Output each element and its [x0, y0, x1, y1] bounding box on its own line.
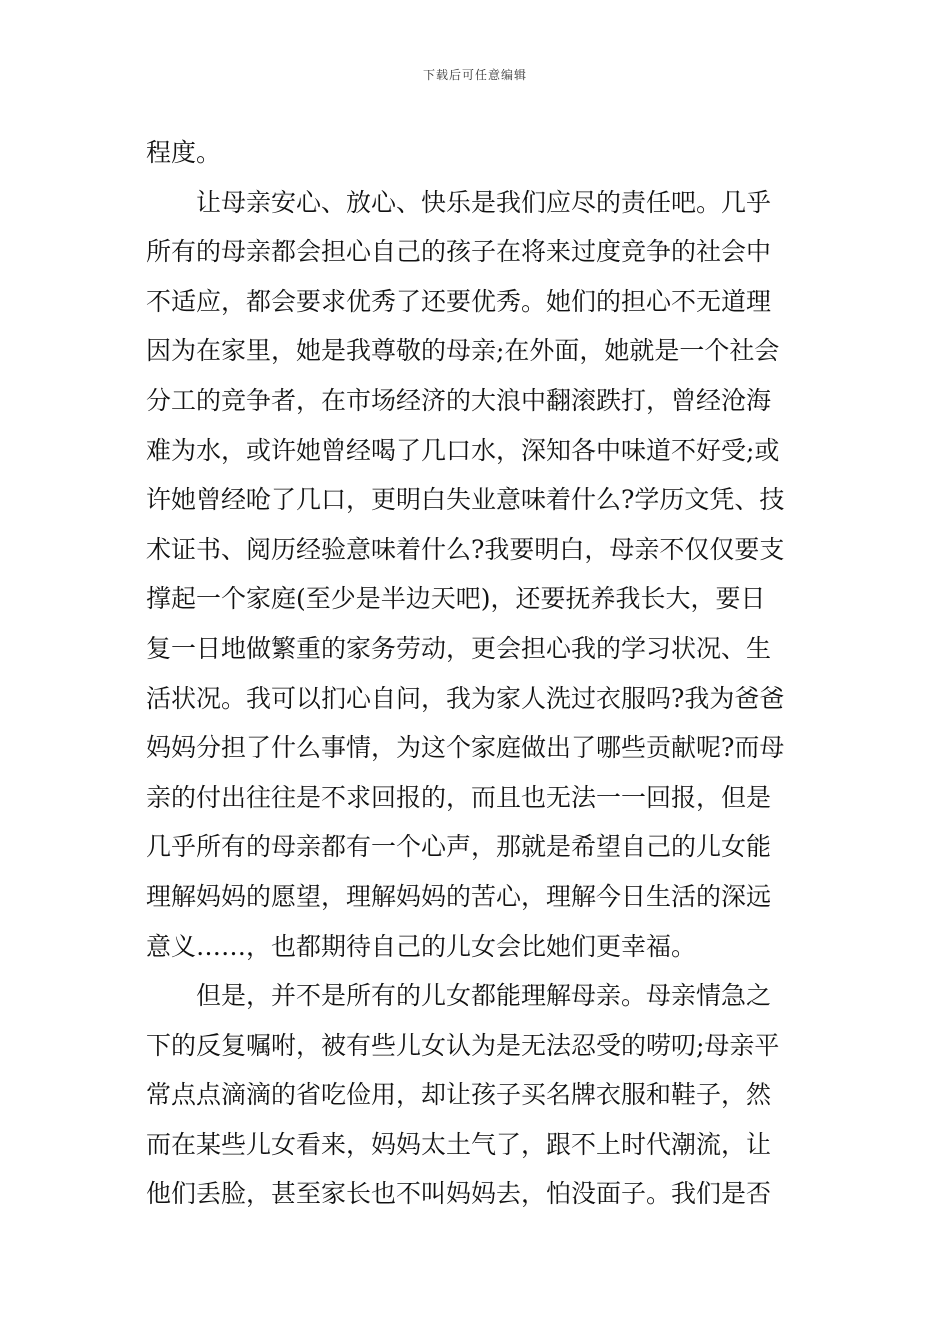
- text-line: 他们丢脸，甚至家长也不叫妈妈去，怕没面子。我们是否: [146, 1179, 772, 1209]
- text-line: 许她曾经呛了几口，更明白失业意味着什么?学历文凭、技: [146, 485, 785, 515]
- page-header: 下载后可任意编辑: [422, 68, 527, 82]
- text-line: 常点点滴滴的省吃俭用，却让孩子买名牌衣服和鞋子，然: [146, 1080, 772, 1110]
- text-line: 妈妈分担了什么事情，为这个家庭做出了哪些贡献呢?而母: [146, 733, 785, 763]
- text-line: 理解妈妈的愿望，理解妈妈的苦心，理解今日生活的深远: [146, 881, 772, 911]
- text-line: 但是，并不是所有的儿女都能理解母亲。母亲情急之: [196, 981, 772, 1011]
- text-line: 分工的竞争者，在市场经济的大浪中翻滚跌打，曾经沧海: [146, 385, 772, 415]
- text-line: 因为在家里，她是我尊敬的母亲;在外面，她就是一个社会: [146, 336, 780, 366]
- text-line: 活状况。我可以扪心自问，我为家人洗过衣服吗?我为爸爸: [146, 683, 785, 713]
- text-line: 复一日地做繁重的家务劳动，更会担心我的学习状况、生: [146, 633, 772, 663]
- text-line: 难为水，或许她曾经喝了几口水，深知各中味道不好受;或: [146, 435, 780, 465]
- document-body: [146, 128, 810, 1219]
- text-line: 几乎所有的母亲都有一个心声，那就是希望自己的儿女能: [146, 832, 772, 862]
- text-line: 不适应，都会要求优秀了还要优秀。她们的担心不无道理: [146, 286, 772, 316]
- text-line: 下的反复嘱咐，被有些儿女认为是无法忍受的唠叨;母亲平: [146, 1030, 780, 1060]
- text-line: 而在某些儿女看来，妈妈太土气了，跟不上时代潮流，让: [146, 1129, 772, 1159]
- text-line: 意义……，也都期待自己的儿女会比她们更幸福。: [146, 931, 697, 961]
- text-line: 术证书、阅历经验意味着什么?我要明白，母亲不仅仅要支: [146, 534, 785, 564]
- text-line: 撑起一个家庭(至少是半边天吧)，还要抚养我长大，要日: [146, 584, 766, 614]
- text-line: 让母亲安心、放心、快乐是我们应尽的责任吧。几乎: [196, 187, 772, 217]
- text-line: 程度。: [146, 138, 222, 167]
- text-line: 所有的母亲都会担心自己的孩子在将来过度竞争的社会中: [146, 237, 772, 267]
- text-line: 亲的付出往往是不求回报的，而且也无法一一回报，但是: [146, 782, 772, 812]
